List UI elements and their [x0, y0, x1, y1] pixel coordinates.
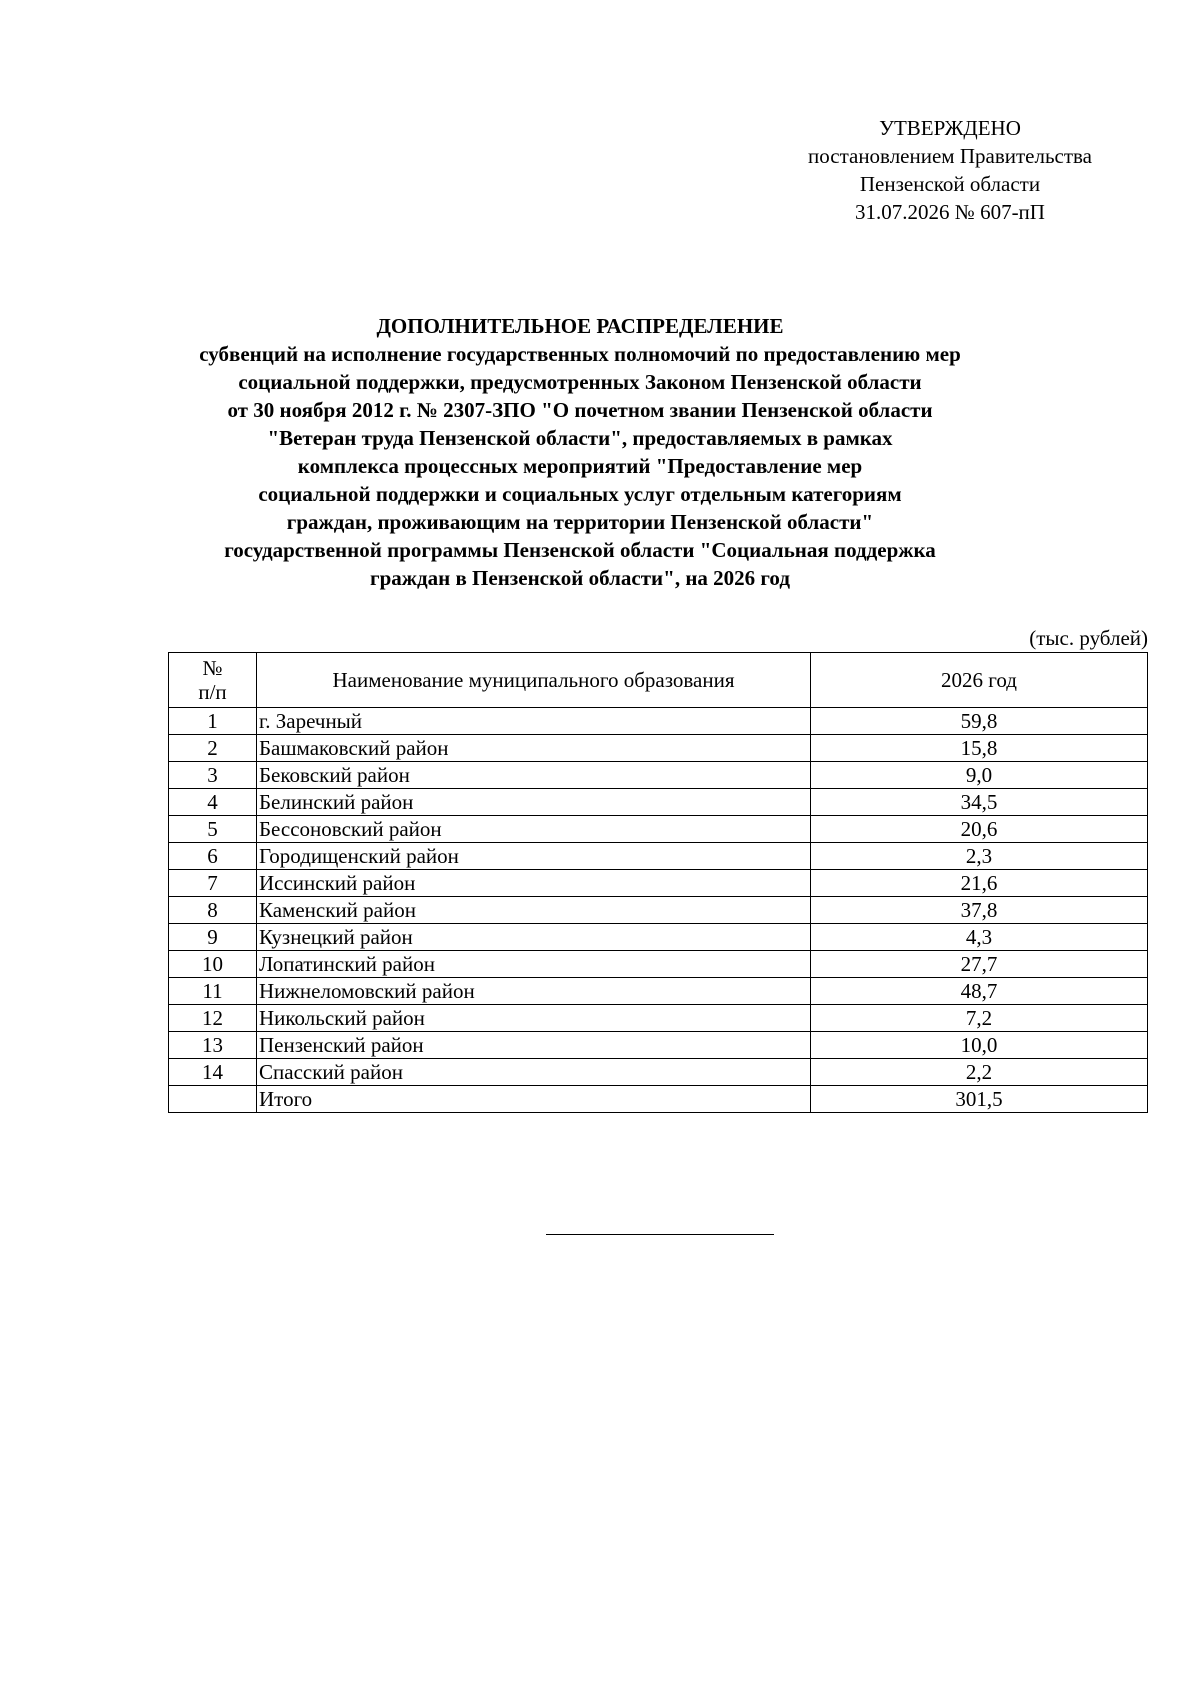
row-number: 12 [169, 1005, 257, 1032]
row-number: 5 [169, 816, 257, 843]
header-number-sign: № [202, 656, 223, 680]
closing-rule [546, 1234, 774, 1235]
row-number: 3 [169, 762, 257, 789]
amount-value: 20,6 [811, 816, 1148, 843]
table-row [169, 1032, 1148, 1059]
title-line: граждан в Пензенской области", на 2026 год [370, 566, 790, 590]
municipality-name: Кузнецкий район [257, 924, 811, 951]
municipality-name: Иссинский район [257, 870, 811, 897]
approval-line-3: Пензенской области [859, 172, 1041, 196]
amount-value: 10,0 [811, 1032, 1148, 1059]
units-label: (тыс. рублей) [1029, 626, 1148, 650]
municipality-name: Спасский район [257, 1059, 811, 1086]
title-line: "Ветеран труда Пензенской области", предоставляемых в рамках [267, 426, 893, 450]
municipality-name: Нижнеломовский район [257, 978, 811, 1005]
table-row [169, 951, 1148, 978]
title-line: государственной программы Пензенской области "Социальная поддержка [224, 538, 936, 562]
table-row [169, 789, 1148, 816]
row-number: 10 [169, 951, 257, 978]
document-title [150, 312, 1010, 592]
title-line: комплекса процессных мероприятий "Предоставление мер [297, 454, 863, 478]
row-number: 8 [169, 897, 257, 924]
table-row [169, 708, 1148, 735]
table-row [169, 1005, 1148, 1032]
title-line: от 30 ноября 2012 г. № 2307-ЗПО "О почетном звании Пензенской области [227, 398, 933, 422]
allocation-table [168, 652, 1148, 1113]
row-number: 1 [169, 708, 257, 735]
amount-value: 59,8 [811, 708, 1148, 735]
municipality-name: Башмаковский район [257, 735, 811, 762]
row-number: 11 [169, 978, 257, 1005]
row-number: 2 [169, 735, 257, 762]
municipality-name: Белинский район [257, 789, 811, 816]
amount-value: 15,8 [811, 735, 1148, 762]
document-heading: ДОПОЛНИТЕЛЬНОЕ РАСПРЕДЕЛЕНИЕ [376, 314, 784, 338]
table-row [169, 870, 1148, 897]
amount-value: 27,7 [811, 951, 1148, 978]
header-pp: п/п [198, 680, 227, 704]
row-number: 13 [169, 1032, 257, 1059]
municipality-name: Пензенский район [257, 1032, 811, 1059]
municipality-name: Бековский район [257, 762, 811, 789]
table-row [169, 924, 1148, 951]
row-number: 14 [169, 1059, 257, 1086]
table-header-row [169, 653, 1148, 708]
header-municipality: Наименование муниципального образования [257, 653, 811, 708]
table-row [169, 816, 1148, 843]
title-line: граждан, проживающим на территории Пензенской области" [286, 510, 874, 534]
municipality-name: Бессоновский район [257, 816, 811, 843]
municipality-name: Никольский район [257, 1005, 811, 1032]
amount-value: 34,5 [811, 789, 1148, 816]
table-row [169, 1059, 1148, 1086]
total-row-number [169, 1086, 257, 1113]
header-year: 2026 год [811, 653, 1148, 708]
header-row-number [169, 653, 257, 708]
municipality-name: г. Заречный [257, 708, 811, 735]
row-number: 9 [169, 924, 257, 951]
amount-value: 21,6 [811, 870, 1148, 897]
title-line: социальной поддержки, предусмотренных Законом Пензенской области [238, 370, 922, 394]
approval-line-2: постановлением Правительства [807, 144, 1092, 168]
title-line: субвенций на исполнение государственных полномочий по предоставлению мер [199, 342, 961, 366]
row-number: 4 [169, 789, 257, 816]
amount-value: 2,3 [811, 843, 1148, 870]
amount-value: 7,2 [811, 1005, 1148, 1032]
title-line: социальной поддержки и социальных услуг отдельным категориям [258, 482, 902, 506]
table-row [169, 978, 1148, 1005]
amount-value: 37,8 [811, 897, 1148, 924]
table-row [169, 897, 1148, 924]
amount-value: 4,3 [811, 924, 1148, 951]
municipality-name: Лопатинский район [257, 951, 811, 978]
approval-stamp [780, 114, 1120, 226]
row-number: 7 [169, 870, 257, 897]
table-row [169, 762, 1148, 789]
total-row [169, 1086, 1148, 1113]
total-label: Итого [257, 1086, 811, 1113]
total-value: 301,5 [811, 1086, 1148, 1113]
table-row [169, 843, 1148, 870]
approval-title: УТВЕРЖДЕНО [879, 116, 1021, 140]
municipality-name: Каменский район [257, 897, 811, 924]
table-row [169, 735, 1148, 762]
municipality-name: Городищенский район [257, 843, 811, 870]
approval-date-number: 31.07.2026 № 607-пП [855, 200, 1045, 224]
amount-value: 2,2 [811, 1059, 1148, 1086]
amount-value: 9,0 [811, 762, 1148, 789]
row-number: 6 [169, 843, 257, 870]
amount-value: 48,7 [811, 978, 1148, 1005]
